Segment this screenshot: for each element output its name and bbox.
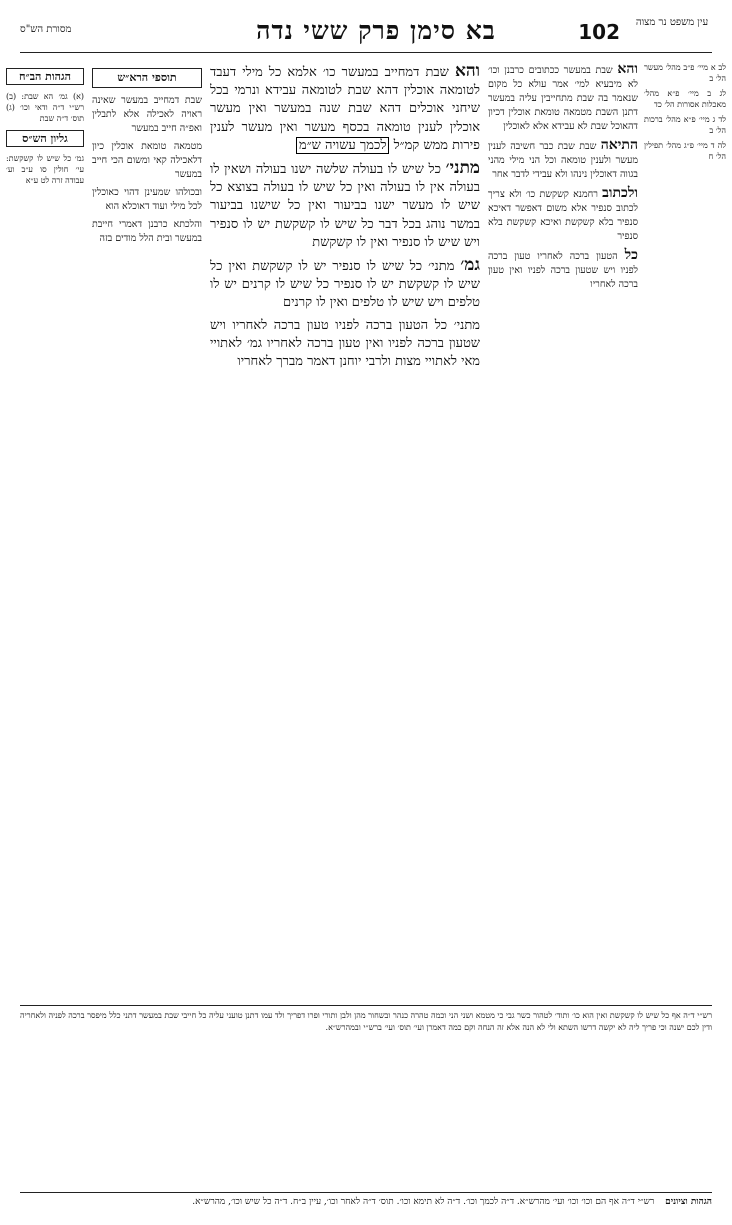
rashi-dibbur-hamatchil: ולכתוב — [602, 185, 638, 201]
gemara-text: מתני׳ כל שיש לו סנפיר יש לו קשקשת ואין כל שיש לו קשקשת יש לו סנפיר כל שיש לו קרנים יש לו טלפים ויש שיש לו טלפים ואין לו קרנים — [210, 259, 480, 311]
header-masoret-label: מסורת הש"ס — [20, 24, 72, 35]
tosafot-title: תוספי הרא״ש — [92, 68, 202, 88]
gemara-text: מתני׳ כל הטעון ברכה לפניו טעון ברכה לאחריו ויש שטעון ברכה לפניו ואין טעון ברכה לאחריו גמ׳ לאתויי מאי לאתויי מצות ולרבי יוחנן דאמר מברך לאחריו — [210, 317, 480, 370]
hagahot-bach-text: (א) גמ׳ הא שבת: (ב) רש״י ד״ה ודאי וכו׳ (ג) תוס׳ ד״ה שבת — [6, 92, 84, 123]
rashi-dibbur-hamatchil: כל — [624, 247, 638, 263]
rashi-text: שבת שבת כבר חשיבה לענין מעשר ולענין טומאה וכל הני מילי מהני בגווה דאוכלין נינהו ולא עבידי לדבר אחר — [488, 141, 638, 180]
header-ein-mishpat-label: עין משפט נר מצוה — [635, 17, 709, 28]
gemara-column — [210, 62, 480, 992]
rashi-text: רחמנא קשקשת כו׳ ולא צריך לכתוב סנפיר אלא משום דאפשר דאיכא סנפיר בלא קשקשת ואיכא קשקשת בלא סנפיר — [488, 189, 638, 242]
rashi-text: הטעון ברכה לאחריו טעון ברכה לפניו ויש שטעון ברכה לפניו ואין טעון ברכה לאחריו — [488, 251, 638, 290]
mishnah-label: מתני׳ — [445, 158, 480, 179]
tosafot-text: ובכולהו שמעינן דהוי כאוכלין לכל מילי ועוד דאוכלא הוא — [92, 187, 202, 212]
gilyon-hashas-text: גמ׳ כל שיש לו קשקשת: עי׳ חולין סו ע״ב וע׳ עבודה זרה לט ע״א — [6, 154, 84, 185]
highlighted-phrase: לכמך עשויה ש״מ — [296, 137, 389, 154]
hagahot-bach-title: הגהות הב״ח — [6, 68, 84, 85]
gemara-text: שבת דמחייב במעשר כו׳ אלמא כל מילי דעבד לטומאה אוכלין דהא שבת לטומאה עבידא ונרמי בכל שיחני אוכלים דהא שבת שנה במעשר ואין מעשר אוכלין לענין טומאה בכסף מעשר ואין מעשר לענין פירות ממש קמ״ל — [210, 65, 480, 153]
rashi-dibbur-hamatchil: התיאה — [600, 137, 638, 153]
rashi-text: שבת במעשר ככתובים כרבנן וכו׳ לא מיבעיא למי׳ אמר עולא כל מקום שנאמר בה שבת מתחייבין עליה במעשר דתנן השבת מטמאה טומאת אוכלין דכיון דהאוכל שבת לא עבידא אלא לאוכלין — [488, 65, 638, 132]
page-title: בא סימן פרק ששי נדה — [256, 16, 496, 45]
ein-mishpat-note: לד ג מיי׳ פ״א מהל׳ ברכות הל׳ ב — [644, 115, 726, 135]
footer-text: רש״י ד״ה אף כל שיש לו קשקשת ואין הוא כו׳ ותוד׳ לטהור כשר גבי כי מטמא ושני הני וכמה טהרה כנהר ובשחור מהן ולבן ותורי ופרו דפריך ולד עמו דתנן טועני עליה כל חייבי שבת במעשר דתני כלל מיפסר ברכה לפניה ולאחריה ודין לכם ישנה וכי פריך ליה לא יקשה דרשו השתא ולי לא הנה אלא זה הנחה וקם כמה דאמרן ועי׳ תוס׳ ועי׳ ברש״י ובמהרש״א. — [20, 1011, 712, 1032]
gilyon-hashas-title: גליון הש״ס — [6, 130, 84, 147]
page-number: 102 — [578, 20, 620, 44]
gemara-text: כל שיש לו בעולה שלשה ישנו בעולה ושאין לו בעולה אין לו בעולה ואין כל שיש לו בעולה בצוצא כל שיש לו מעשר ישנו בביעור ואין כל שישנו בביעור במשר נוהג בכל דבר כל שיש לו קשקשת יש לו סנפיר ויש שיש לו סנפיר ואין לו קשקשת — [210, 162, 480, 250]
tosafot-column — [92, 62, 202, 992]
ein-mishpat-column — [644, 62, 726, 992]
tosafot-text: מטמאה טומאת אוכלין כיון דלאכילה קאי ומשום הכי חייב במעשר — [92, 141, 202, 180]
gemara-opening-word: והא — [454, 62, 480, 81]
ein-mishpat-note: לב א מיי׳ פ״ב מהל׳ מעשר הל׳ ב — [644, 63, 726, 83]
rashi-column — [488, 62, 638, 992]
ein-mishpat-note: לה ד מיי׳ פ״ג מהל׳ תפילין הל׳ ח — [644, 141, 726, 161]
footer-commentary — [20, 1005, 712, 1195]
left-margin-notes — [6, 62, 84, 992]
tosafot-text: שבת דמחייב במעשר שאינה ראויה לאכילה אלא לתבלין ואפ״ה חייב במעשר — [92, 95, 202, 134]
hagahot-text: רש״י ד״ה אף הם וכו׳ וכו׳ ועי׳ מהרש״א. ד״ה לכמך וכו׳. ד״ה לא תימא וכו׳. תוס׳ ד״ה לאחר וכו׳, עיין ב״ח. ד״ה כל שיש וכו׳, מהרש״א. — [192, 1197, 655, 1207]
rashi-dibbur-hamatchil: והא — [617, 62, 638, 77]
ein-mishpat-note: לג ב מיי׳ פ״א מהל׳ מאכלות אסורות הל׳ כד — [644, 89, 726, 109]
tosafot-text: והלכתא כרבנן דאמרי חייבת במעשר ובית הלל מודים בזה — [92, 219, 202, 244]
gemara-label: גמ׳ — [460, 255, 480, 276]
hagahot-label: הגהות וציונים — [665, 1197, 712, 1207]
hagahot-vetziyunim — [20, 1192, 712, 1224]
page-header — [20, 12, 712, 53]
